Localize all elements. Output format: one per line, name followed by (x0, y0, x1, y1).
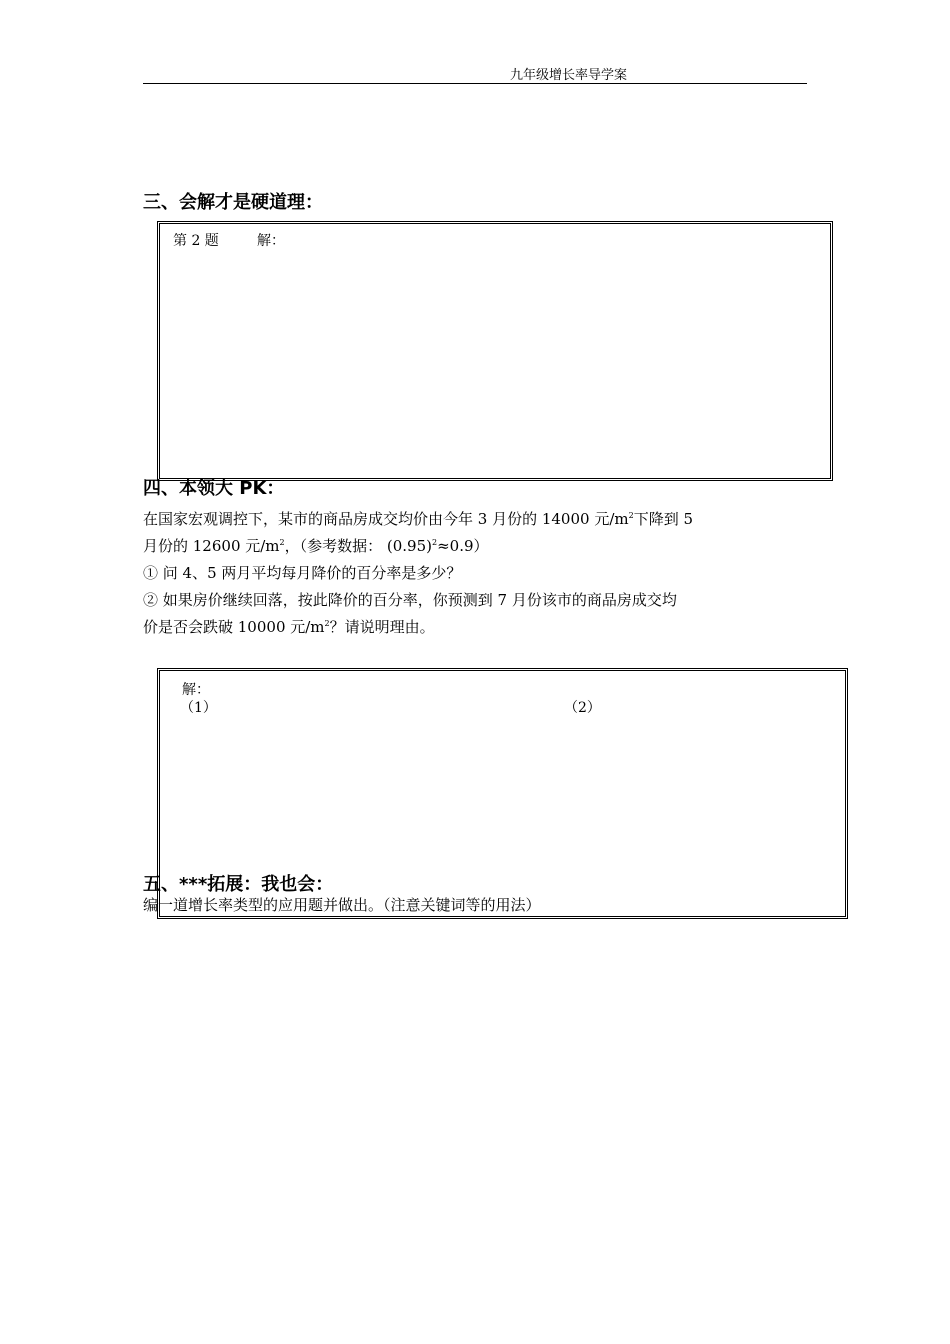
answer-label: 解： (257, 233, 285, 249)
question-2-line-1: ② 如果房价继续回落，按此降价的百分率，你预测到 7 月份该市的商品房成交均 (143, 591, 677, 609)
section-4-heading: 四、本领大 PK： (143, 478, 285, 499)
part-2-label: （2） (564, 700, 601, 716)
question-2-line-2: 价是否会跌破 10000 元$/m^2$？请说明理由。 (143, 618, 435, 636)
problem-line-1: 在国家宏观调控下，某市的商品房成交均价由今年 3 月份的 14000 元$/m^2$下降到 5 (143, 510, 694, 528)
section-5-heading: 五、***拓展：我也会： (143, 874, 334, 895)
header-rule (143, 83, 807, 84)
section-4-problem-text (143, 506, 823, 641)
problem-number-label: 第 2 题 (173, 233, 219, 249)
answer-label: 解： (182, 682, 210, 698)
question-1: ① 问 4、5 两月平均每月降价的百分率是多少？ (143, 564, 462, 582)
problem-line-2: 月份的 12600 元$/m^2$，（参考数据： $(0.95)^2\approx 0.9$） (143, 537, 489, 555)
section-3-answer-box (157, 221, 833, 481)
page-header-title: 九年级增长率导学案 (510, 68, 628, 83)
section-3-heading: 三、会解才是硬道理： (143, 192, 323, 213)
part-1-label: （1） (180, 700, 217, 716)
section-5-instruction: 编一道增长率类型的应用题并做出。（注意关键词等的用法） (143, 896, 541, 914)
